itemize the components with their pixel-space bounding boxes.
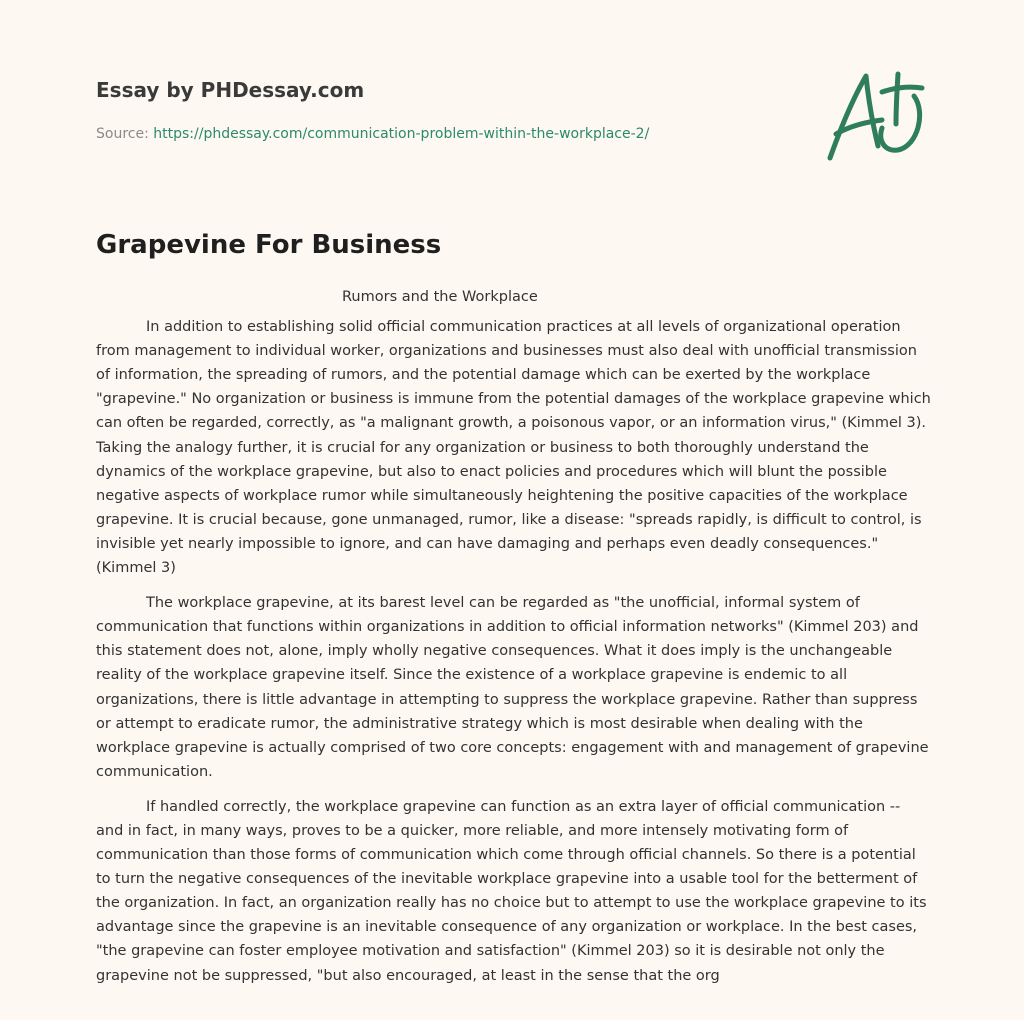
source-link[interactable]: https://phdessay.com/communication-problem-within-the-workplace-2/ — [153, 126, 650, 142]
a-plus-logo-icon — [822, 66, 928, 166]
a-plus-logo-svg — [822, 66, 928, 166]
swoosh-stroke — [881, 96, 920, 150]
paragraph-1: In addition to establishing solid official communication practices at all levels of organizational operation from management to individual worker, organizations and businesses must also deal with unofficial transmission of information, the spreading of rumors, and the potential damage which can be exerted by the workplace "grapevine." No organization or business is immune from the potential damages of the workplace grapevine which can often be regarded, correctly, as "a malignant growth, a poisonous vapor, or an information virus," (Kimmel 3). Taking the analogy further, it is crucial for any organization or business to both thoroughly understand the dynamics of the workplace grapevine, but also to enact policies and procedures which will blunt the possible negative aspects of workplace rumor while simultaneously heightening the positive capacities of the workplace grapevine. It is crucial because, gone unmanaged, rumor, like a disease: "spreads rapidly, is difficult to control, is invisible yet nearly impossible to ignore, and can have damaging and perhaps even deadly consequences." (Kimmel 3) — [96, 319, 931, 577]
document-subtitle: Rumors and the Workplace — [342, 289, 538, 305]
plus-horizontal-stroke — [882, 87, 922, 92]
a-letter-stroke — [830, 76, 878, 158]
source-label: Source: — [96, 126, 154, 142]
plus-vertical-stroke — [896, 74, 898, 124]
document-title: Grapevine For Business — [96, 230, 442, 260]
document-body — [96, 285, 932, 999]
site-title: Essay by PHDessay.com — [96, 78, 365, 102]
page-header — [96, 76, 796, 144]
paragraph-3: If handled correctly, the workplace grapevine can function as an extra layer of official communication -- and in fact, in many ways, proves to be a quicker, more reliable, and more intensely motivating form of communication than those forms of communication which come through official channels. So there is a potential to turn the negative consequences of the inevitable workplace grapevine into a usable tool for the betterment of the organization. In fact, an organization really has no choice but to attempt to use the workplace grapevine to its advantage since the grapevine is an inevitable consequence of any organization or workplace. In the best cases, "the grapevine can foster employee motivation and satisfaction" (Kimmel 203) so it is desirable not only the grapevine not be suppressed, "but also encouraged, at least in the sense that the org — [96, 798, 927, 984]
paragraph-2: The workplace grapevine, at its barest level can be regarded as "the unofficial, informal system of communication that functions within organizations in addition to official information networks" (Kimmel 203) and this statement does not, alone, imply wholly negative consequences. What it does imply is the unchangeable reality of the workplace grapevine itself. Since the existence of a workplace grapevine is endemic to all organizations, there is little advantage in attempting to suppress the workplace grapevine. Rather than suppress or attempt to eradicate rumor, the administrative strategy which is most desirable when dealing with the workplace grapevine is actually comprised of two core concepts: engagement with and management of grapevine communication. — [96, 595, 929, 780]
source-line — [96, 124, 796, 144]
